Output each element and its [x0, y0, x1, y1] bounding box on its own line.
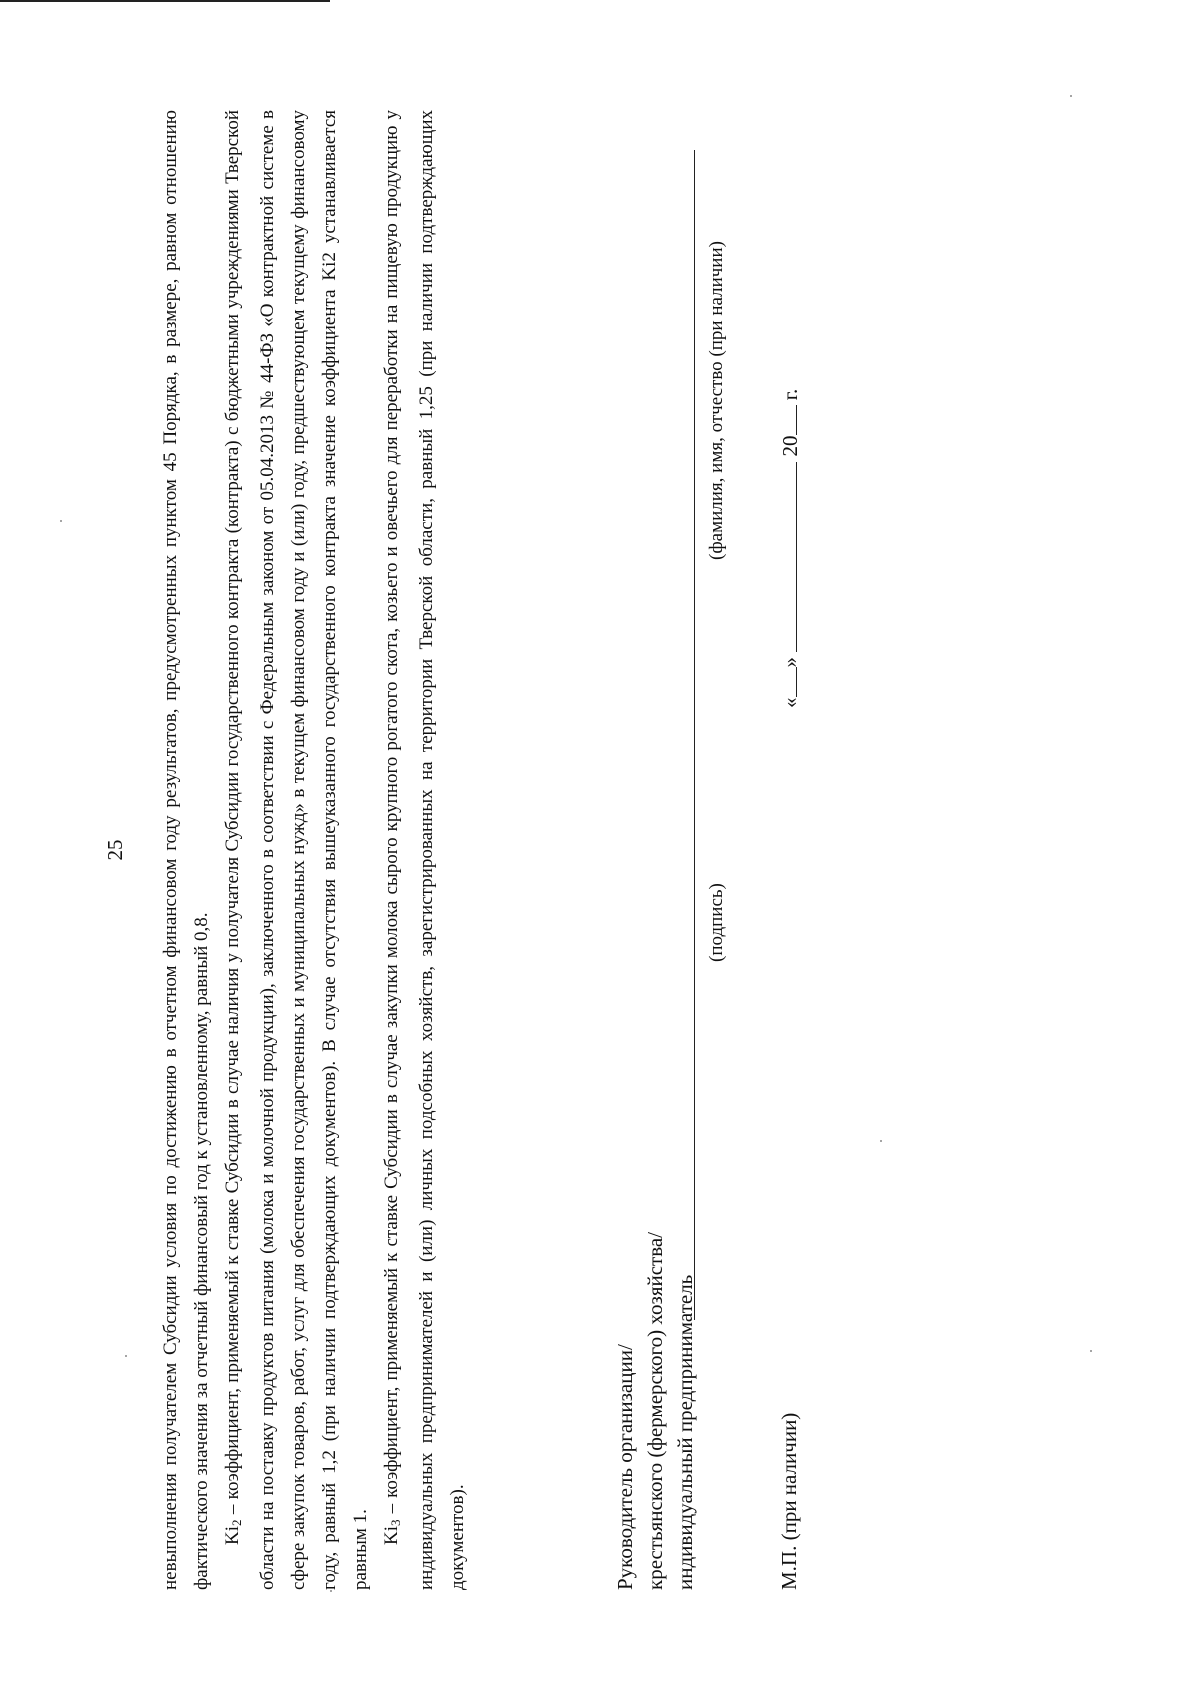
document-body	[155, 110, 473, 1590]
date-suffix: г.	[778, 388, 802, 401]
caption-full-name: (фамилия, имя, отчество (при наличии)	[706, 241, 727, 560]
top-edge-line	[0, 0, 330, 2]
page-number: 25	[103, 839, 127, 861]
date-close-quote: »	[778, 657, 802, 668]
scan-speck	[880, 1140, 882, 1142]
scan-speck	[1070, 95, 1072, 97]
signer-role-text-2: крестьянского (фермерского) хозяйства/	[643, 1231, 667, 1590]
paragraph-1-text: невыполнения получателем Субсидии условия по достижению в отчетном финансовом году результатов, предусмотренных пунктом 45 Порядка, в размере, равном отношению фактического значения за отчетный финансовый год к установленному, равный 0,8.	[160, 110, 212, 1590]
signer-role-text-3: индивидуальный предприниматель	[673, 1274, 697, 1590]
signer-role-line-3	[670, 110, 700, 1590]
paragraph-ki3-text: – коэффициент, применяемый к ставке Субсидии в случае закупки молока сырого крупного рогатого скота, козьего и овечьего для переработки на пищевую продукцию у индивидуальных предпринимателей и (или) личных подсобных хозяйств, зарегистрированных на территории Тверской области, равный 1,25 (при наличии подтверждающих документов).	[381, 110, 468, 1590]
stamp-placeholder: М.П. (при наличии)	[777, 1412, 801, 1590]
scan-speck	[330, 1590, 332, 1592]
signer-role-line-2	[640, 110, 670, 1590]
scan-speck	[125, 1355, 127, 1357]
paragraph-ki2	[217, 110, 376, 1590]
ki3-symbol: Ki	[381, 1526, 402, 1545]
ki2-subscript: 2	[229, 1519, 244, 1526]
ki3-subscript: 3	[388, 1519, 403, 1526]
date-line	[774, 389, 805, 708]
signer-role-line-1	[610, 110, 640, 1590]
date-month-field[interactable]	[774, 462, 797, 652]
paragraph-ki3	[376, 110, 473, 1590]
signature-field[interactable]	[694, 150, 695, 1320]
paragraph-1	[155, 110, 217, 1590]
scan-speck	[60, 520, 62, 522]
date-day-field[interactable]	[774, 668, 797, 698]
stamp-date-row	[774, 110, 814, 1590]
ki2-symbol: Ki	[222, 1526, 243, 1545]
date-year-field[interactable]	[774, 406, 797, 436]
date-year-prefix: 20	[778, 435, 802, 457]
date-open-quote: «	[778, 697, 802, 708]
signer-role-text-1: Руководитель организации/	[613, 1344, 637, 1590]
document-page	[103, 110, 805, 1590]
paragraph-ki2-text: – коэффициент, применяемый к ставке Субсидии в случае наличия у получателя Субсидии государственного контракта (контракта) с бюджетными учреждениями Тверской области на поставку продуктов питания (молока и молочной продукции), заключенного в соответствии с Федеральным законом от 05.04.2013 № 44-ФЗ «О контрактной системе в сфере закупок товаров, работ, услуг для обеспечения государственных и муниципальных нужд» в текущем финансовом году и (или) году, предшествующем текущему финансовому году, равный 1,2 (при наличии подтверждающих документов). В случае отсутствия вышеуказанного государственного контракта значение коэффициента Ki2 устанавливается равным 1.	[222, 110, 371, 1590]
scan-speck	[1090, 1350, 1092, 1352]
signature-block	[610, 110, 814, 1590]
caption-signature: (подпись)	[706, 883, 727, 962]
signature-captions	[700, 110, 734, 1590]
